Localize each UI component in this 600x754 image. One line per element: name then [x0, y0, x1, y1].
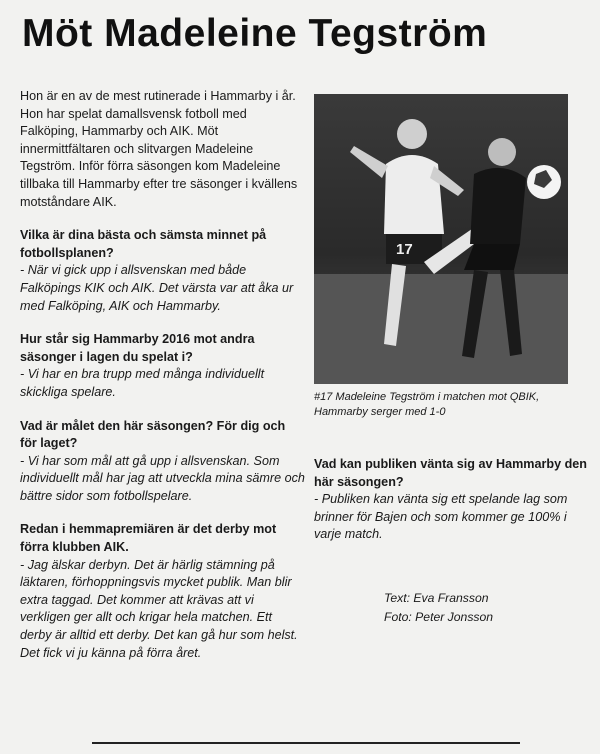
answer-2: - Vi har en bra trupp med många individuellt skickliga spelare. [20, 367, 265, 399]
credits [384, 589, 596, 627]
intro-paragraph: Hon är en av de mest rutinerade i Hammarby i år. Hon har spelat damallsvensk fotboll med Falköping, Hammarby och AIK. Möt innermittfältaren och slitvargen Madeleine Tegström. Inför förra säsongen kom Madeleine tillbaka till Hammarby efter tre säsonger i kvällens motståndare AIK. [20, 89, 298, 209]
text-credit: Text: Eva Fransson [384, 590, 489, 605]
answer-5: - Publiken kan vänta sig ett spelande lag som brinner för Bajen och som kommer ge 100% i varje match. [314, 492, 568, 542]
question-1: Vilka är dina bästa och sämsta minnet på fotbollsplanen? [20, 228, 267, 260]
photo-credit: Foto: Peter Jonsson [384, 609, 494, 624]
question-5: Vad kan publiken vänta sig av Hammarby den här säsongen? [314, 457, 587, 489]
match-photo [314, 94, 568, 384]
right-column [314, 94, 596, 627]
answer-3: - Vi har som mål att gå upp i allsvenskan. Som individuellt mål har jag att utveckla mina sämre och bättre sidor som fotbollspelare. [20, 453, 305, 503]
jersey-number: 17 [396, 241, 413, 258]
photo-caption: #17 Madeleine Tegström i matchen mot QBIK, Hammarby serger med 1-0 [314, 391, 540, 418]
left-column [20, 88, 305, 678]
answer-1: - När vi gick upp i allsvenskan med både Falköpings KIK och AIK. Det värsta var att åka ur med Falköping, AIK och Hammarby. [20, 263, 294, 313]
photo-illustration [314, 94, 568, 384]
question-4: Redan i hemmapremiären är det derby mot förra klubben AIK. [20, 522, 277, 555]
question-3: Vad är målet den här säsongen? För dig och för laget? [20, 418, 286, 451]
bottom-rule [92, 742, 520, 744]
answer-4: - Jag älskar derbyn. Det är härlig stämning på läktaren, förhoppningsvis mycket publik. Man blir extra taggad. Det kommer att krävas att vi verkligen ger allt och krigar hela matchen. Ett derby är alltid ett derby. Det kan gå hur som helst. Det fick vi ju känna på förra året. [20, 557, 298, 660]
article-title: Möt Madeleine Tegström [22, 12, 488, 55]
question-2: Hur står sig Hammarby 2016 mot andra säsonger i lagen du spelat i? [20, 332, 255, 364]
